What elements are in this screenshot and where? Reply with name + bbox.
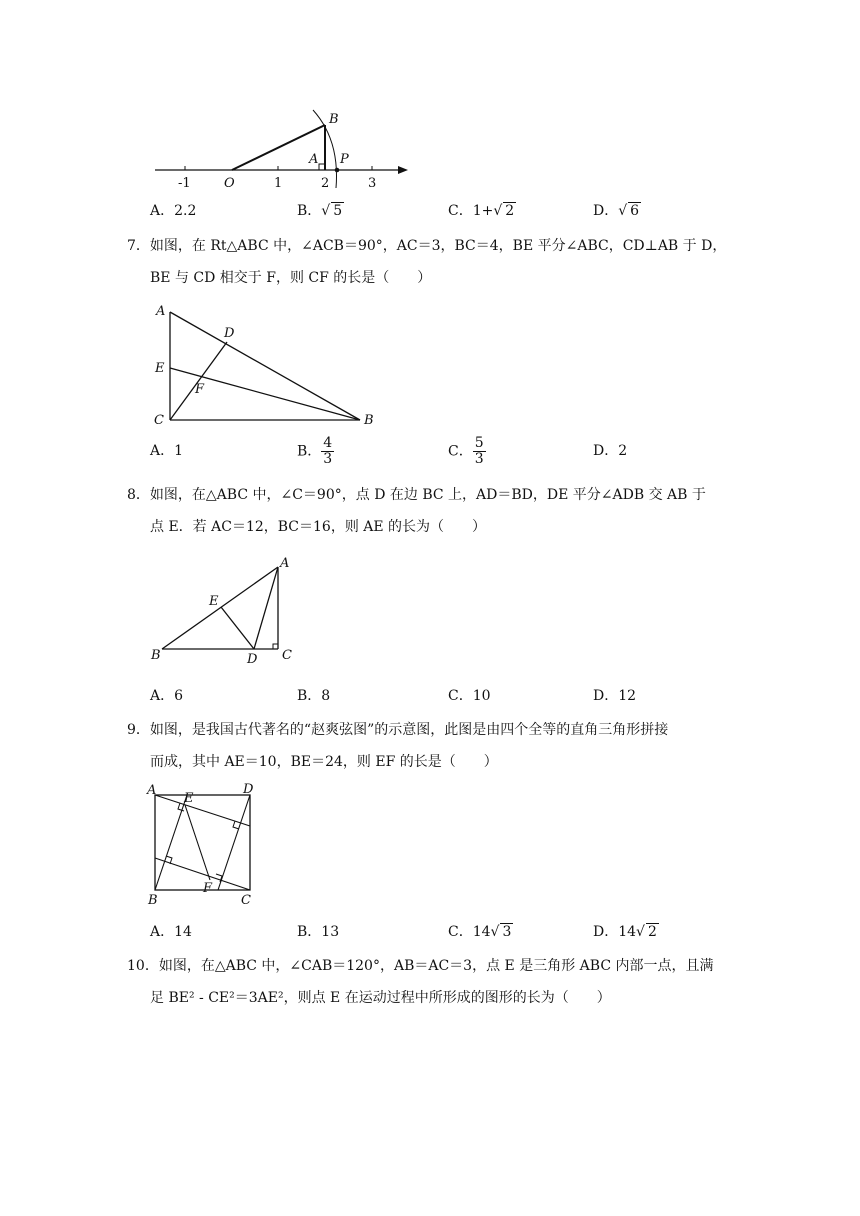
q7-option-b[interactable]: [297, 436, 334, 467]
q7-label-e: E: [155, 361, 165, 376]
q6-label-a: A: [309, 152, 319, 167]
q6-label-o: O: [224, 176, 235, 191]
q9-option-d[interactable]: [593, 922, 659, 942]
q7-option-b-numerator: 4: [323, 435, 333, 451]
q9-option-c[interactable]: [448, 922, 513, 942]
q9-label-c: C: [241, 893, 251, 908]
q7-label-d: D: [224, 326, 235, 341]
sqrt-icon: √: [493, 203, 503, 219]
q8-stem-line2: 点 E．若 AC＝12，BC＝16，则 AE 的长为（ ）: [150, 519, 487, 535]
q7-option-c-numerator: 5: [474, 435, 484, 451]
q8-label-c: C: [282, 648, 292, 663]
sqrt-icon: √: [636, 924, 645, 940]
q7-label-b: B: [364, 413, 374, 428]
q7-option-b-fraction: [321, 436, 334, 467]
q8-option-a[interactable]: A．6: [150, 688, 184, 704]
q8-option-c[interactable]: C．10: [448, 688, 491, 704]
q6-label-b: B: [329, 112, 339, 127]
q7-stem-line2: BE 与 CD 相交于 F，则 CF 的长是（ ）: [150, 270, 432, 286]
q8-label-e: E: [209, 594, 219, 609]
q9-label-f: F: [203, 881, 213, 896]
q8-option-b[interactable]: B．8: [297, 688, 331, 704]
sqrt-icon: √: [490, 924, 500, 940]
q10-stem-line2: 足 BE² - CE²＝3AE²，则点 E 在运动过程中所形成的图形的长为（ ）: [150, 990, 611, 1006]
q8-label-b: B: [151, 648, 161, 663]
q8-label-d: D: [247, 652, 258, 665]
q7-option-b-prefix: B．: [297, 443, 322, 460]
q7-option-c-fraction: [473, 436, 486, 467]
q6-option-d-radicand: 6: [630, 203, 640, 219]
q6-tick-3: 3: [368, 176, 377, 191]
q9-option-a[interactable]: A．14: [150, 924, 192, 940]
q7-label-f: F: [195, 382, 205, 397]
q7-option-d[interactable]: D．2: [593, 443, 628, 459]
q9-stem-line1: 9．如图，是我国古代著名的“赵爽弦图”的示意图，此图是由四个全等的直角三角形拼接: [127, 722, 669, 738]
q6-tick-m1: -1: [178, 176, 191, 191]
q7-triangle-figure: [150, 300, 380, 430]
q6-option-b[interactable]: [297, 201, 344, 221]
q9-option-d-radicand: 2: [647, 924, 657, 940]
q6-option-d-prefix: D．: [593, 203, 619, 219]
q6-option-b-radicand: 5: [333, 203, 343, 219]
q9-label-d: D: [243, 782, 254, 797]
q9-label-a: A: [147, 783, 157, 798]
q7-label-a: A: [156, 304, 166, 319]
q6-option-a[interactable]: A．2.2: [150, 203, 197, 219]
sqrt-icon: √: [618, 203, 628, 219]
q6-option-c-int: 1+: [472, 203, 494, 219]
q6-option-d[interactable]: [593, 201, 641, 221]
q7-label-c: C: [154, 413, 164, 428]
q8-triangle-figure: [150, 555, 300, 665]
q6-option-c[interactable]: [448, 201, 516, 221]
q6-number-line-figure: [150, 100, 415, 195]
q7-option-c[interactable]: [448, 436, 486, 467]
q9-label-e: E: [184, 791, 194, 806]
q7-option-c-prefix: C．: [448, 443, 473, 460]
q7-option-b-denominator: 3: [323, 451, 333, 467]
q8-stem-line1: 8．如图，在△ABC 中，∠C＝90°，点 D 在边 BC 上，AD＝BD，DE 平分∠ADB 交 AB 于: [127, 487, 706, 503]
q9-label-b: B: [148, 893, 158, 908]
q9-option-d-prefix: D．14: [593, 924, 637, 940]
q6-tick-2: 2: [321, 176, 330, 191]
q7-option-a[interactable]: A．1: [150, 443, 184, 459]
q6-label-p: P: [340, 152, 349, 167]
q9-option-c-radicand: 3: [502, 924, 512, 940]
q6-option-c-prefix: C．: [448, 203, 473, 219]
q6-option-c-radicand: 2: [505, 203, 515, 219]
q7-option-c-denominator: 3: [474, 451, 484, 467]
q6-option-b-prefix: B．: [297, 203, 322, 219]
q10-stem-line1: 10．如图，在△ABC 中，∠CAB＝120°，AB＝AC＝3，点 E 是三角形 ABC 内部一点，且满: [127, 958, 714, 974]
q8-label-a: A: [280, 556, 290, 571]
q9-zhao-shuang-figure: [140, 780, 265, 910]
q6-tick-1: 1: [274, 176, 283, 191]
q9-option-b[interactable]: B．13: [297, 924, 340, 940]
q8-option-d[interactable]: D．12: [593, 688, 637, 704]
q9-stem-line2: 而成，其中 AE＝10，BE＝24，则 EF 的长是（ ）: [150, 754, 498, 770]
q9-option-c-prefix: C．14: [448, 924, 491, 940]
sqrt-icon: √: [321, 203, 331, 219]
q7-stem-line1: 7．如图，在 Rt△ABC 中，∠ACB＝90°，AC＝3，BC＝4，BE 平分∠ABC，CD⊥AB 于 D，: [127, 238, 727, 254]
